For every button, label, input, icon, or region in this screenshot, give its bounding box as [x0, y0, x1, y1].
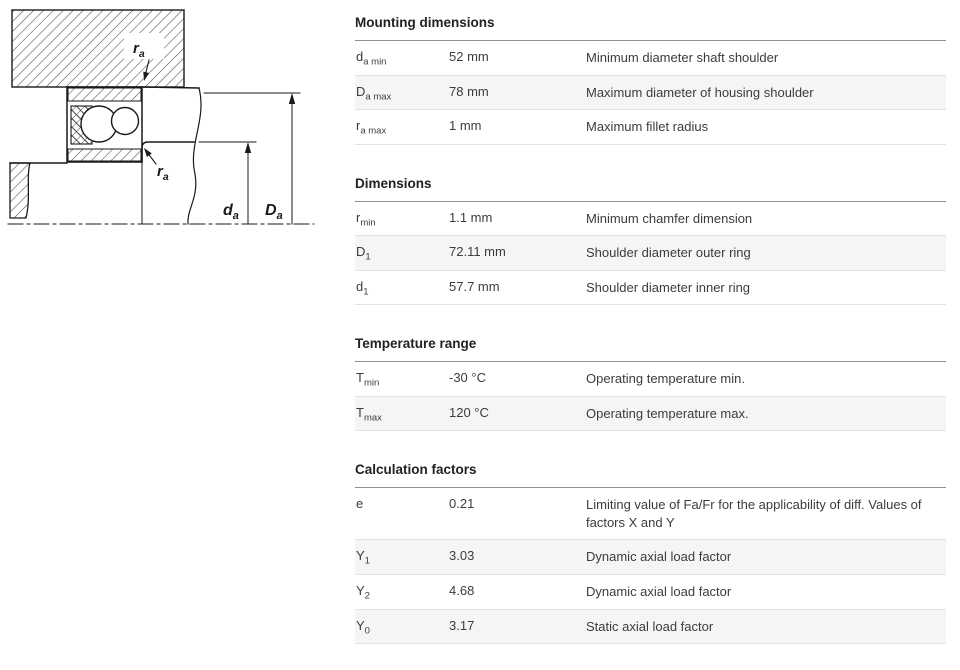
- symbol-subscript: 1: [363, 286, 369, 298]
- symbol-base: Y: [356, 548, 365, 564]
- spec-description: Maximum diameter of housing shoulder: [586, 84, 814, 100]
- spec-symbol: [355, 397, 449, 428]
- spec-description: Dynamic axial load factor: [586, 584, 732, 600]
- symbol-base: e: [356, 496, 364, 512]
- outer-ring-section: [68, 88, 141, 101]
- symbol-base: T: [356, 404, 364, 420]
- symbol-subscript: a: [138, 48, 145, 60]
- spec-description: Maximum fillet radius: [586, 119, 709, 135]
- spec-description: Operating temperature min.: [586, 371, 745, 387]
- symbol-base: d: [223, 202, 233, 219]
- symbol-base: d: [356, 278, 364, 294]
- symbol-subscript: 1: [364, 556, 370, 568]
- symbol-base: D: [356, 244, 366, 260]
- section-dimensions: [355, 145, 946, 306]
- table-row: [355, 271, 946, 306]
- spec-value: 1.1 mm: [449, 209, 493, 225]
- spec-symbol: [355, 540, 449, 571]
- spec-value: 72.11 mm: [449, 244, 506, 260]
- symbol-subscript: 2: [364, 590, 370, 602]
- bearing-cross-section-drawing: [2, 2, 347, 250]
- spec-symbol: [355, 41, 449, 72]
- spec-symbol: [355, 362, 449, 393]
- table-row: [355, 488, 946, 540]
- spec-symbol: [355, 76, 449, 107]
- symbol-subscript: min: [363, 377, 380, 389]
- spec-symbol: [355, 236, 449, 267]
- spec-description: Static axial load factor: [586, 618, 714, 634]
- spec-value: -30 °C: [449, 370, 486, 386]
- section-mounting-dimensions: [355, 0, 946, 145]
- break-line: [188, 88, 201, 224]
- symbol-subscript: 0: [364, 625, 370, 637]
- spec-value: 78 mm: [449, 83, 489, 99]
- symbol-subscript: a max: [360, 125, 387, 137]
- table-row: [355, 202, 946, 237]
- spec-value: 1 mm: [449, 118, 482, 134]
- spec-table: [355, 361, 946, 431]
- table-row: [355, 540, 946, 575]
- table-row: [355, 397, 946, 432]
- symbol-subscript: a min: [363, 56, 387, 68]
- table-row: [355, 41, 946, 76]
- symbol-subscript: 1: [365, 251, 371, 263]
- spec-symbol: [355, 110, 449, 141]
- spec-description: Shoulder diameter outer ring: [586, 245, 751, 261]
- section-title: Temperature range: [355, 336, 477, 352]
- shaft-shoulder-dim-label: [223, 202, 239, 222]
- inner-ring-section: [68, 149, 141, 161]
- spec-symbol: [355, 575, 449, 606]
- symbol-base: D: [356, 83, 366, 99]
- shaft-shoulder: [142, 142, 194, 162]
- spec-table: [355, 40, 946, 145]
- spec-symbol: [355, 488, 449, 519]
- spec-symbol: [355, 202, 449, 233]
- drawing-area: [2, 2, 347, 250]
- table-row: [355, 610, 946, 645]
- symbol-base: d: [356, 49, 364, 64]
- spec-symbol: [355, 271, 449, 302]
- symbol-base: T: [356, 370, 364, 386]
- spec-description: Dynamic axial load factor: [586, 549, 732, 565]
- section-title: Dimensions: [355, 175, 432, 191]
- shaft-section: [10, 163, 30, 218]
- spec-value: 3.03: [449, 548, 475, 564]
- spec-value: 57.7 mm: [449, 278, 500, 294]
- symbol-base: r: [356, 118, 361, 134]
- symbol-subscript: max: [363, 412, 382, 424]
- spec-table: [355, 487, 946, 644]
- spec-description: Limiting value of Fa/Fr for the applicability of diff. Values of factors X and Y: [586, 497, 922, 530]
- table-row: [355, 76, 946, 111]
- spec-description: Operating temperature max.: [586, 405, 749, 421]
- spec-table: [355, 201, 946, 306]
- fillet-radius-label-inner: [157, 163, 169, 183]
- spec-value: 0.21: [449, 496, 475, 512]
- symbol-subscript: a max: [365, 91, 392, 103]
- ball-right: [112, 108, 139, 135]
- symbol-base: D: [265, 202, 277, 219]
- spec-sections: [355, 0, 946, 644]
- spec-value: 3.17: [449, 617, 475, 633]
- housing-shoulder-dim-label: [265, 202, 283, 222]
- symbol-subscript: a: [276, 210, 283, 222]
- symbol-base: Y: [356, 583, 365, 599]
- symbol-subscript: min: [360, 217, 376, 229]
- symbol-base: r: [133, 40, 139, 57]
- spec-value: 120 °C: [449, 404, 489, 420]
- spec-description: Shoulder diameter inner ring: [586, 279, 751, 295]
- table-row: [355, 362, 946, 397]
- spec-description: Minimum diameter shaft shoulder: [586, 50, 779, 65]
- symbol-subscript: a: [232, 210, 239, 222]
- section-calculation-factors: [355, 431, 946, 644]
- spec-symbol: [355, 610, 449, 641]
- spec-description: Minimum chamfer dimension: [586, 210, 753, 226]
- table-row: [355, 236, 946, 271]
- symbol-base: r: [157, 163, 163, 180]
- symbol-subscript: a: [162, 171, 169, 183]
- section-title: Calculation factors: [355, 462, 477, 478]
- spec-value: 4.68: [449, 583, 475, 599]
- spec-value: 52 mm: [449, 49, 489, 64]
- symbol-base: Y: [356, 617, 365, 633]
- symbol-base: r: [356, 209, 361, 225]
- table-row: [355, 575, 946, 610]
- section-temperature-range: [355, 305, 946, 431]
- table-row: [355, 110, 946, 145]
- section-title: Mounting dimensions: [355, 15, 495, 30]
